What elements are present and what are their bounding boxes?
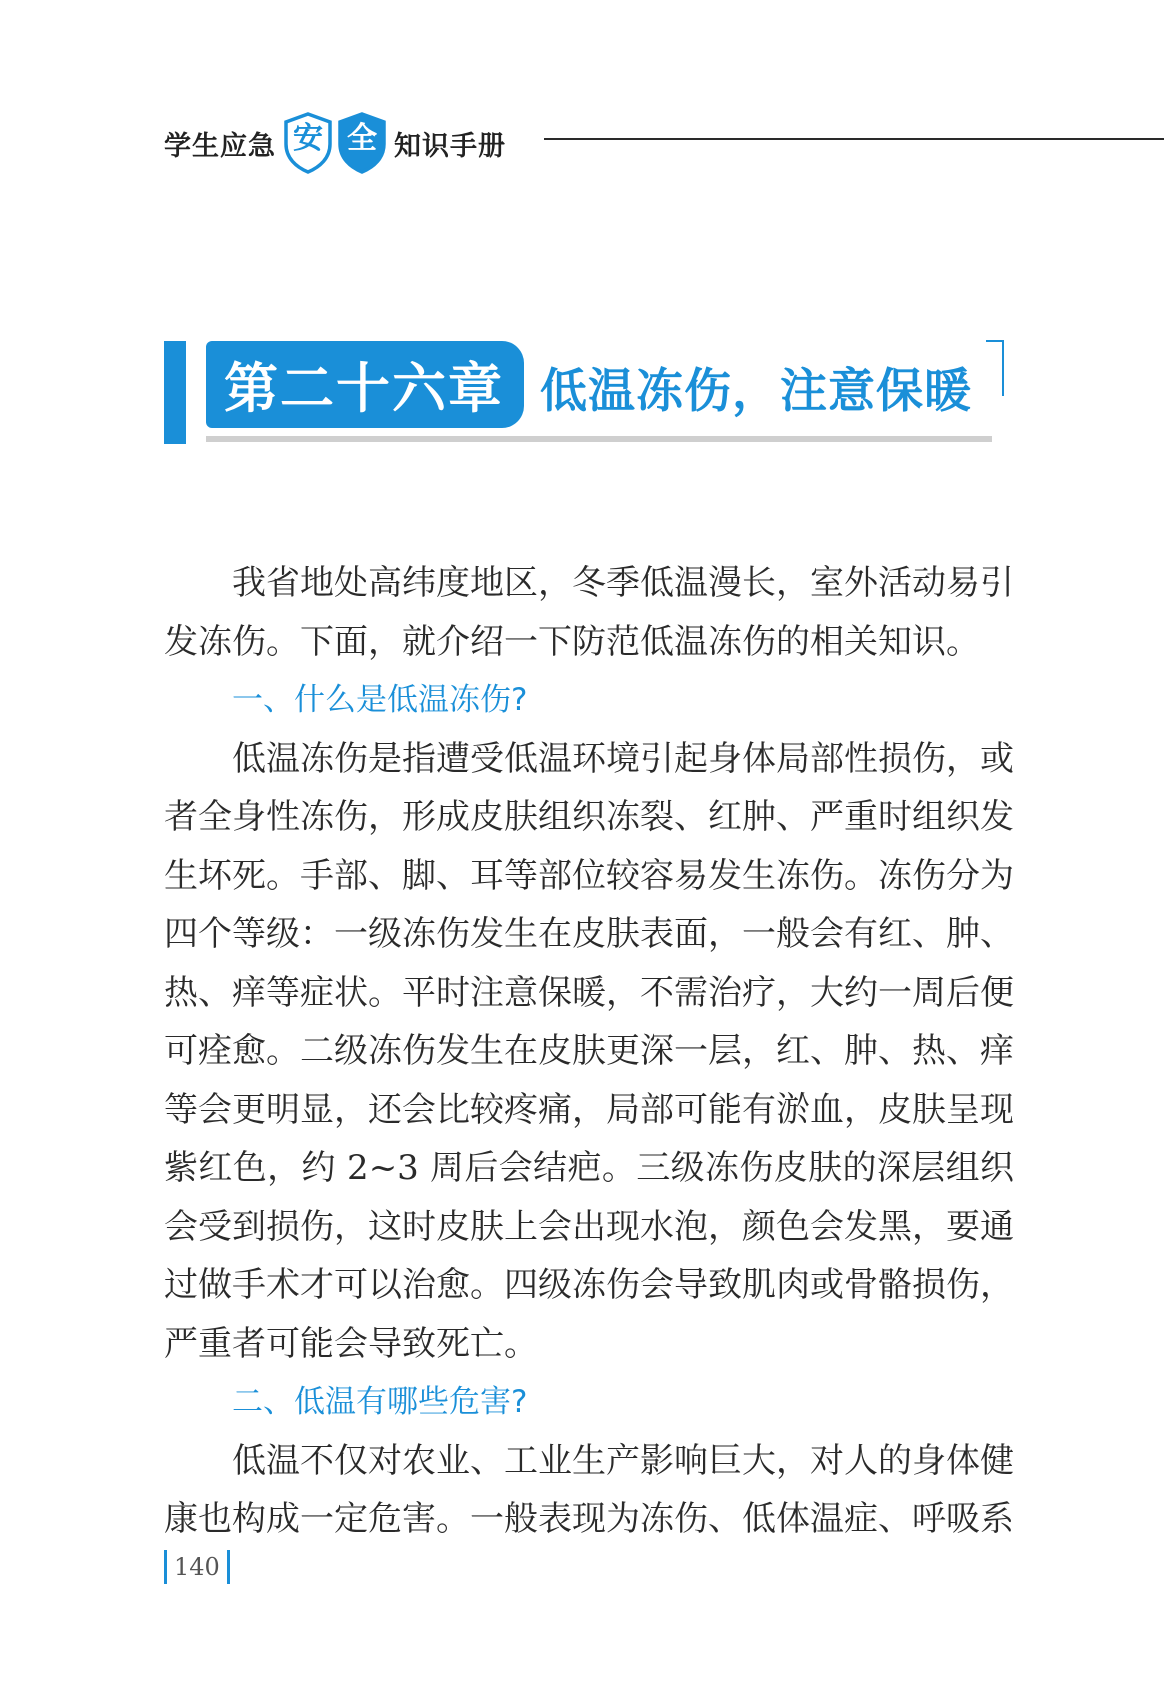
shield-right-char: 全	[347, 121, 377, 156]
shield-left-char: 安	[293, 121, 323, 156]
chapter-number-badge	[206, 341, 524, 428]
chapter-underline	[206, 436, 992, 442]
page-number-block	[164, 1550, 230, 1584]
section-heading-1: 一、什么是低温冻伤?	[232, 682, 528, 718]
section-1-paragraph: 低温冻伤是指遭受低温环境引起身体局部性损伤，或者全身性冻伤，形成皮肤组织冻裂、红肿、严重时组织发生坏死。手部、脚、耳等部位较容易发生冻伤。冻伤分为四个等级：一级冻伤发生在皮肤表面，一般会有红、肿、热、痒等症状。平时注意保暖，不需治疗，大约一周后便可痊愈。二级冻伤发生在皮肤更深一层，红、肿、热、痒等会更明显，还会比较疼痛，局部可能有淤血，皮肤呈现紫红色，约 2~3 周后会结疤。三级冻伤皮肤的深层组织会受到损伤，这时皮肤上会出现水泡，颜色会发黑，要通过做手术才可以治愈。四级冻伤会导致肌肉或骨骼损伤，严重者可能会导致死亡。	[164, 738, 1014, 1364]
intro-paragraph: 我省地处高纬度地区，冬季低温漫长，室外活动易引发冻伤。下面，就介绍一下防范低温冻伤的相关知识。	[164, 563, 1014, 662]
chapter-number: 第二十六章	[224, 356, 504, 420]
header-title-prefix: 学生应急	[164, 130, 276, 162]
section-2-paragraph: 低温不仅对农业、工业生产影响巨大，对人的身体健康也构成一定危害。一般表现为冻伤、低体温症、呼吸系	[164, 1440, 1014, 1539]
page-body	[164, 554, 1014, 1549]
folio-bar-right	[227, 1550, 230, 1584]
header-title-suffix: 知识手册	[394, 130, 506, 162]
running-header	[164, 110, 506, 176]
title-corner-mark-vertical	[1002, 340, 1004, 396]
header-divider	[544, 138, 1164, 140]
chapter-accent-bar	[164, 341, 186, 444]
section-heading-2: 二、低温有哪些危害?	[232, 1384, 528, 1420]
page-number: 140	[174, 1553, 220, 1581]
shield-outline-icon	[282, 111, 334, 175]
shield-filled-icon	[336, 111, 388, 175]
chapter-title: 低温冻伤，注意保暖	[540, 363, 972, 419]
